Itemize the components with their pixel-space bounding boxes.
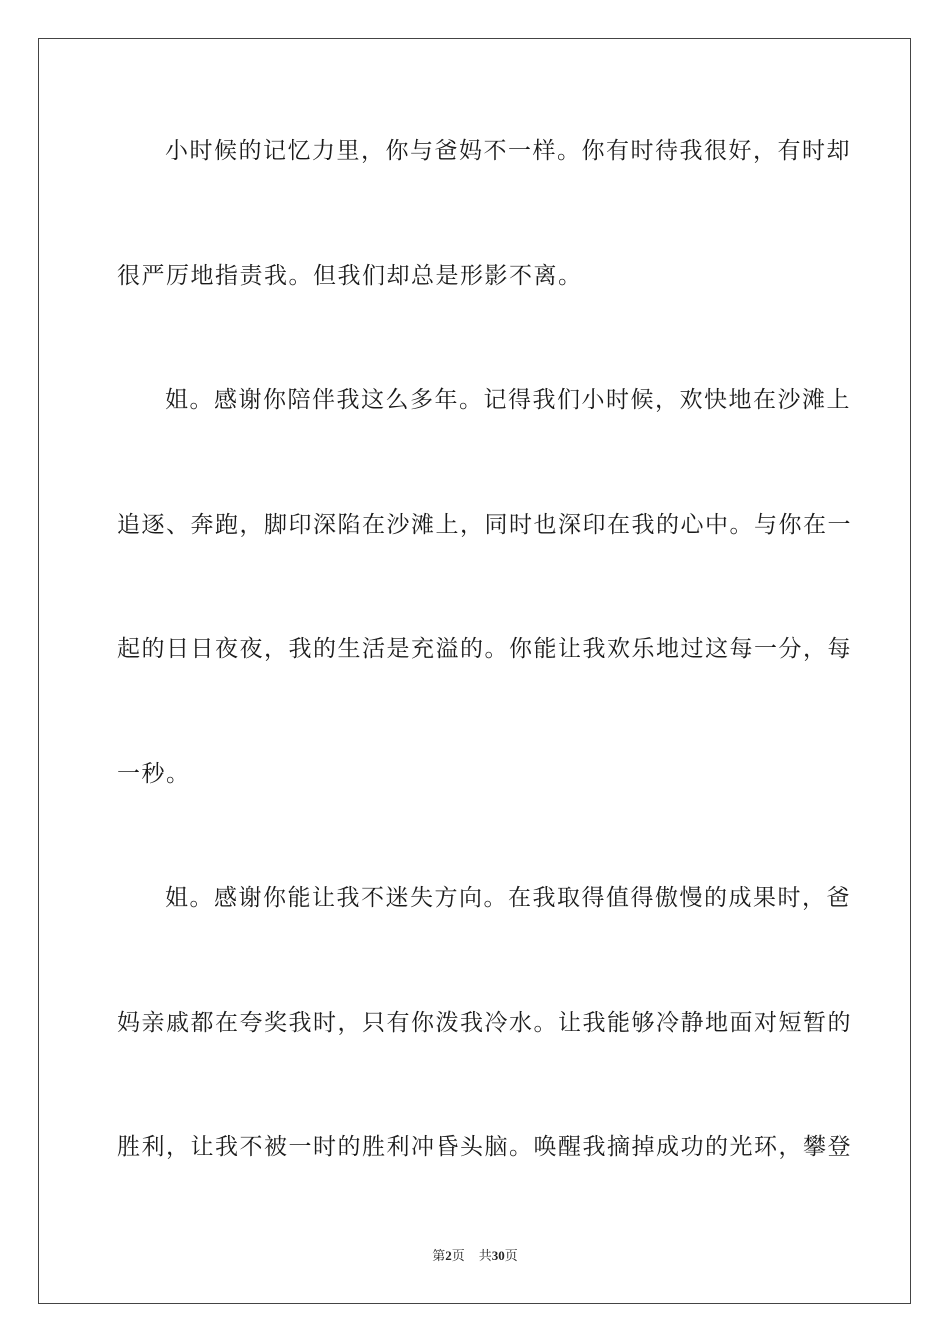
text-line-5: 起的日日夜夜，我的生活是充溢的。你能让我欢乐地过这每一分，每 xyxy=(117,636,852,662)
page-number: 2 xyxy=(445,1248,452,1263)
text-line-1: 小时候的记忆力里，你与爸妈不一样。你有时待我很好，有时却 xyxy=(165,138,851,164)
text-line-8: 妈亲戚都在夸奖我时，只有你泼我冷水。让我能够冷静地面对短暂的 xyxy=(117,1010,852,1036)
text-line-4: 追逐、奔跑，脚印深陷在沙滩上，同时也深印在我的心中。与你在一 xyxy=(117,512,852,538)
text-line-6: 一秒。 xyxy=(117,761,191,787)
page-prefix: 第 xyxy=(432,1249,446,1264)
total-suffix: 页 xyxy=(504,1249,518,1264)
page-border xyxy=(38,38,911,1304)
total-prefix: 共 xyxy=(478,1249,492,1264)
text-line-2: 很严厉地指责我。但我们却总是形影不离。 xyxy=(117,263,583,289)
text-line-9: 胜利，让我不被一时的胜利冲昏头脑。唤醒我摘掉成功的光环，攀登 xyxy=(117,1134,852,1160)
page-suffix: 页 xyxy=(451,1249,465,1264)
page-footer xyxy=(0,1247,950,1266)
text-line-7: 姐。感谢你能让我不迷失方向。在我取得值得傲慢的成果时，爸 xyxy=(165,885,851,911)
text-line-3: 姐。感谢你陪伴我这么多年。记得我们小时候，欢快地在沙滩上 xyxy=(165,387,851,413)
total-pages: 30 xyxy=(491,1248,505,1263)
